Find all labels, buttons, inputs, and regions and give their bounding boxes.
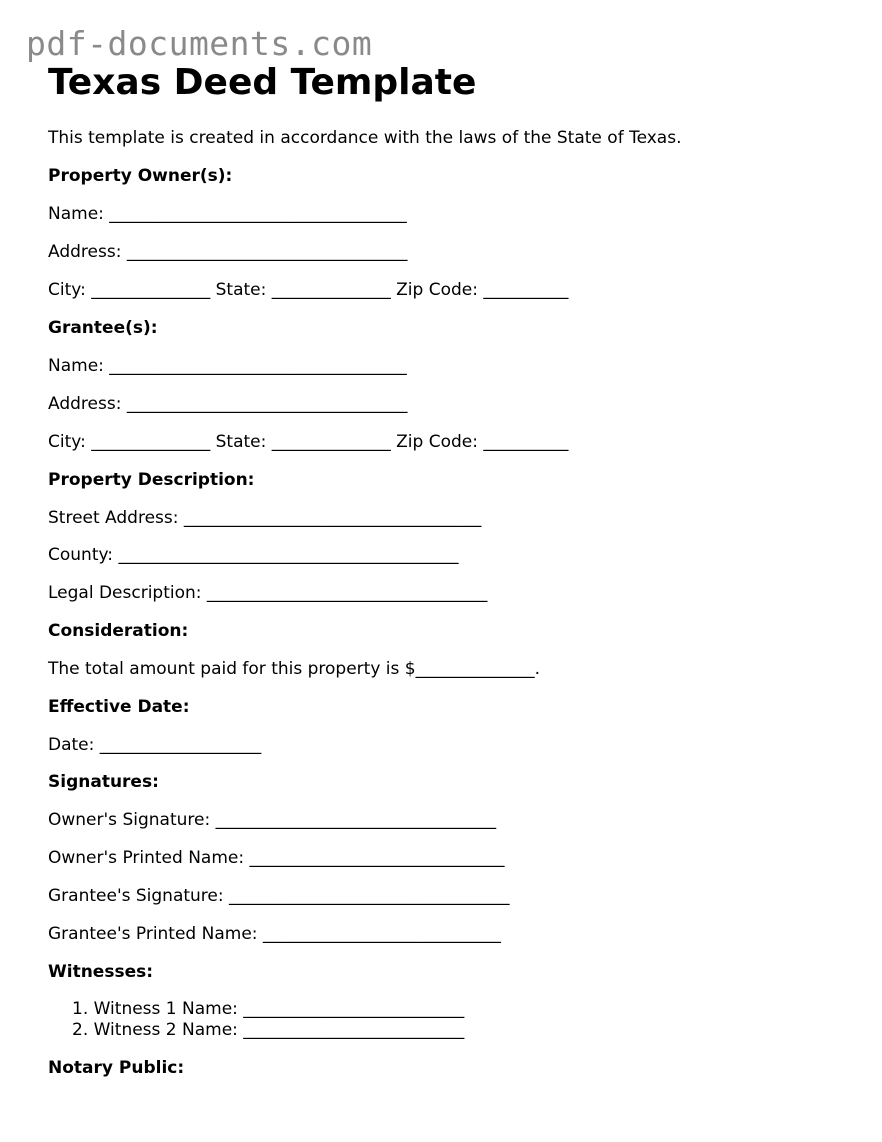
effective-date-heading: Effective Date: — [48, 697, 190, 717]
grantee-address-field: Address: _________________________________ — [48, 394, 408, 414]
owner-signature-field: Owner's Signature: _________________________________ — [48, 810, 497, 830]
property-heading: Property Description: — [48, 470, 255, 490]
grantee-signature-field: Grantee's Signature: _________________________________ — [48, 886, 510, 906]
consideration-text: The total amount paid for this property is $______________. — [48, 659, 541, 679]
grantee-city-state-zip-field: City: ______________ State: ______________ Zip Code: __________ — [48, 432, 569, 452]
witnesses-heading: Witnesses: — [48, 962, 154, 982]
grantee-name-field: Name: ___________________________________ — [48, 356, 407, 376]
owner-city-state-zip-field: City: ______________ State: ______________ Zip Code: __________ — [48, 280, 569, 300]
consideration-heading: Consideration: — [48, 621, 189, 641]
notary-heading: Notary Public: — [48, 1058, 185, 1078]
owner-heading: Property Owner(s): — [48, 166, 233, 186]
intro-text: This template is created in accordance with the laws of the State of Texas. — [48, 128, 682, 148]
witness-2-field: 2. Witness 2 Name: __________________________ — [72, 1020, 465, 1040]
street-address-field: Street Address: ___________________________________ — [48, 508, 482, 528]
owner-name-field: Name: ___________________________________ — [48, 204, 407, 224]
legal-description-field: Legal Description: _________________________________ — [48, 583, 488, 603]
witness-1-field: 1. Witness 1 Name: __________________________ — [72, 999, 465, 1019]
watermark-text: pdf-documents.com — [26, 24, 373, 63]
owner-address-field: Address: _________________________________ — [48, 242, 408, 262]
owner-printed-name-field: Owner's Printed Name: ______________________________ — [48, 848, 505, 868]
page-title: Texas Deed Template — [48, 62, 477, 103]
grantee-printed-name-field: Grantee's Printed Name: ____________________________ — [48, 924, 501, 944]
signatures-heading: Signatures: — [48, 772, 159, 792]
date-field: Date: ___________________ — [48, 735, 262, 755]
grantee-heading: Grantee(s): — [48, 318, 158, 338]
county-field: County: ________________________________________ — [48, 545, 459, 565]
